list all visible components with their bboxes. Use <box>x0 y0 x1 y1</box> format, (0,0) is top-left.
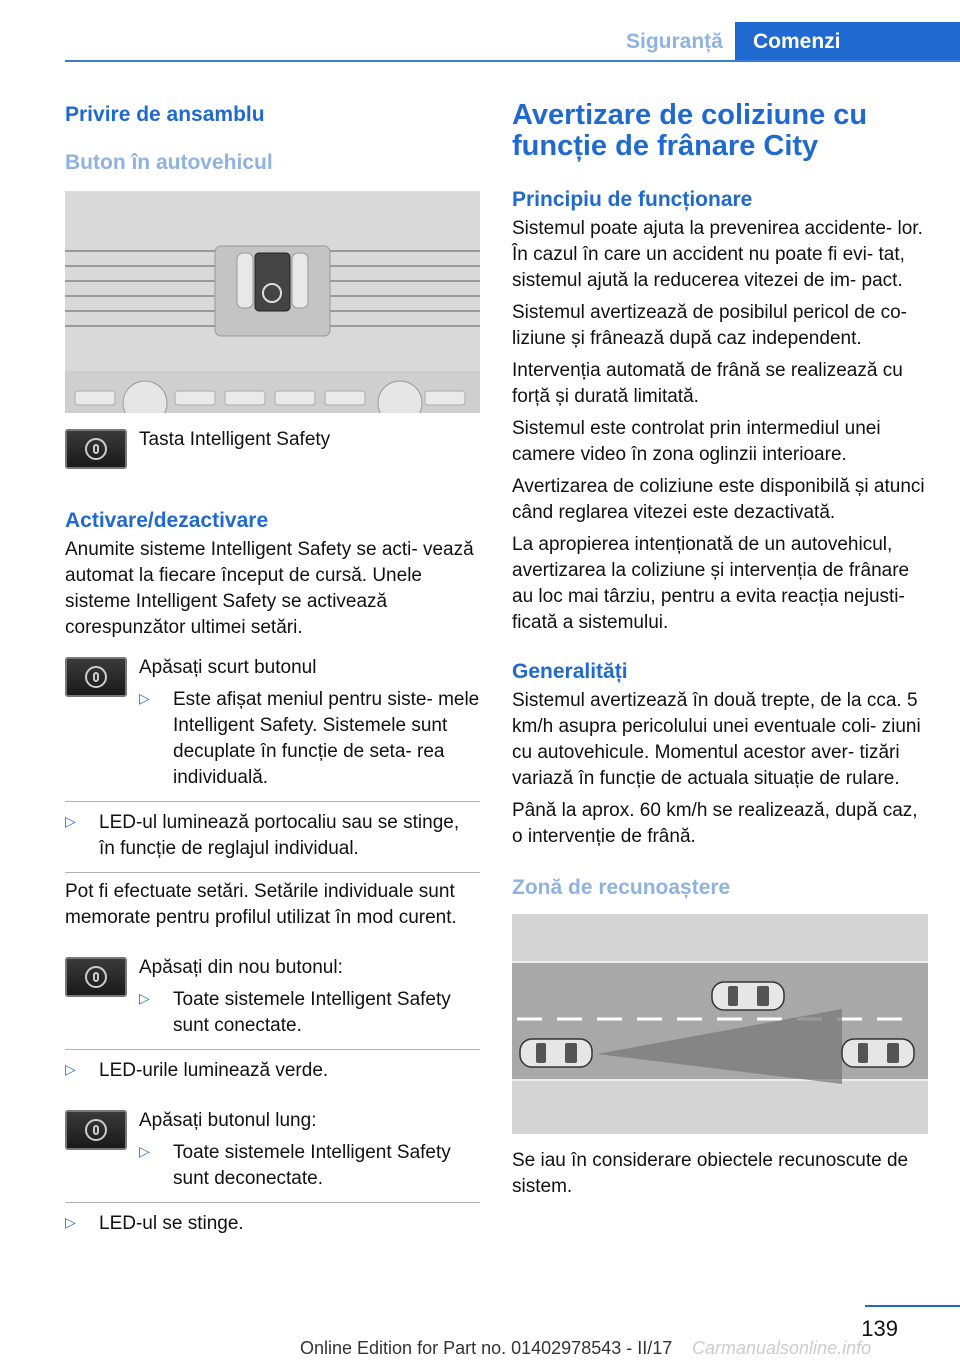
paragraph: La apropierea intenționată de un autovehicul, avertizarea la coliziune și intervenția de frânare au loc mai târziu, pentru a evita reacția nejusti‐ ficată a sistemului. <box>512 534 910 633</box>
settings-text: Pot fi efectuate setări. Setările individuale sunt memorate pentru profilul utilizat în mod curent. <box>65 881 457 928</box>
triangle-bullet-icon: ▷ <box>65 813 76 829</box>
divider <box>65 1202 480 1203</box>
divider <box>65 801 480 802</box>
paragraph: Sistemul este controlat prin intermediul unei camere video în zona oglinzii interioare. <box>512 418 881 465</box>
paragraph: Sistemul poate ajuta la prevenirea accidente‐ lor. În cazul în care un accident nu poate fi evi‐ tat, sistemul ajută la reducerea vitezei de im‐ pact. <box>512 218 923 291</box>
led-green-text: LED-urile luminează verde. <box>99 1060 329 1081</box>
tab-comenzi: Comenzi <box>735 22 960 62</box>
triangle-bullet-icon: ▷ <box>139 690 150 706</box>
detection-zone-diagram <box>512 914 928 1134</box>
road-illustration <box>512 914 928 1134</box>
dashboard-illustration <box>65 191 480 413</box>
subsection-title: Buton în autovehicul <box>65 151 273 174</box>
page-number: 139 <box>861 1316 898 1341</box>
section-title: Privire de ansamblu <box>65 103 265 126</box>
press-short-bullet: Este afișat meniul pentru siste‐ mele Intelligent Safety. Sistemele sunt decuplate în funcție de seta‐ rea individuală. <box>173 689 480 788</box>
zone-title: Zonă de recunoaștere <box>512 876 731 899</box>
intelligent-safety-button-icon <box>65 429 127 469</box>
triangle-bullet-icon: ▷ <box>65 1214 76 1230</box>
divider <box>65 1049 480 1050</box>
main-title: Avertizare de coliziune cu funcție de frânare City <box>512 99 868 162</box>
edition-text: Online Edition for Part no. 01402978543 - II/17 <box>300 1338 673 1358</box>
intelligent-safety-button-icon <box>65 1110 127 1150</box>
button-caption: Tasta Intelligent Safety <box>139 429 331 450</box>
watermark: Carmanualsonline.info <box>692 1338 872 1358</box>
zone-caption: Se iau în considerare obiectele recunoscute de sistem. <box>512 1150 909 1197</box>
principle-title: Principiu de funcționare <box>512 188 753 211</box>
activation-title: Activare/dezactivare <box>65 509 269 532</box>
activation-text: Anumite sisteme Intelligent Safety se acti‐ vează automat la fiecare început de cursă. Unele sisteme Intelligent Safety se activează corespunzător ultimei setări. <box>65 539 474 638</box>
press-again-text: Apăsați din nou butonul: <box>139 957 343 978</box>
triangle-bullet-icon: ▷ <box>139 990 150 1006</box>
press-short-text: Apăsați scurt butonul <box>139 657 317 678</box>
paragraph: Sistemul avertizează în două trepte, de la cca. 5 km/h asupra pericolului unei eventuale coli‐ ziuni cu autovehicule. Momentul acestor aver‐ tizări variază în funcție de actuala situație de rulare. <box>512 690 921 789</box>
right-column <box>512 100 930 1200</box>
footer-rule <box>865 1305 960 1307</box>
left-column <box>65 100 480 1237</box>
press-long-text: Apăsați butonul lung: <box>139 1110 317 1131</box>
dashboard-button-photo <box>65 191 480 413</box>
triangle-bullet-icon: ▷ <box>139 1143 150 1159</box>
paragraph: Intervenția automată de frână se realizează cu forță și durată limitată. <box>512 360 903 407</box>
triangle-bullet-icon: ▷ <box>65 1061 76 1077</box>
intelligent-safety-button-icon <box>65 957 127 997</box>
tab-siguranta: Siguranță <box>626 30 723 53</box>
divider <box>65 872 480 873</box>
general-title: Generalități <box>512 660 628 683</box>
press-long-bullet: Toate sistemele Intelligent Safety sunt deconectate. <box>173 1142 451 1189</box>
press-again-bullet: Toate sistemele Intelligent Safety sunt conectate. <box>173 989 451 1036</box>
paragraph: Până la aprox. 60 km/h se realizează, după caz, o intervenție de frână. <box>512 800 918 847</box>
paragraph: Sistemul avertizează de posibilul pericol de co‐ liziune și frânează după caz independent. <box>512 302 907 349</box>
paragraph: Avertizarea de coliziune este disponibilă și atunci când reglarea vitezei este dezactivată. <box>512 476 925 523</box>
intelligent-safety-button-icon <box>65 657 127 697</box>
led-orange-text: LED-ul luminează portocaliu sau se stinge, în funcție de reglajul individual. <box>99 812 460 859</box>
header-rule <box>65 60 960 62</box>
led-off-text: LED-ul se stinge. <box>99 1213 244 1234</box>
